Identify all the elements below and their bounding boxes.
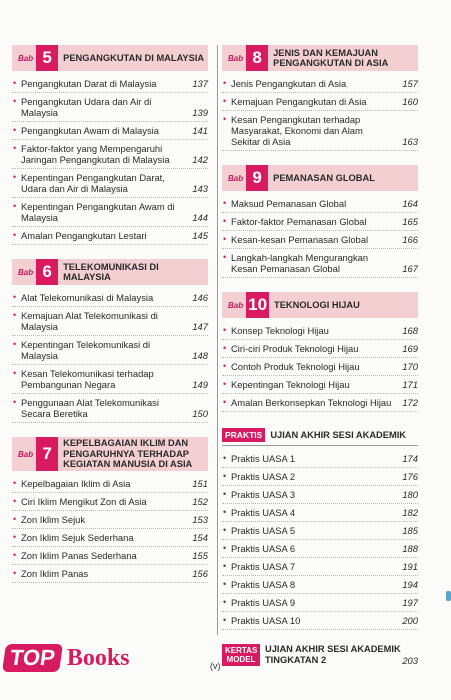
- toc-entry-title: • Praktis UASA 10: [231, 615, 301, 626]
- logo-books-text: Books: [66, 644, 130, 671]
- toc-entry-title: • Praktis UASA 3: [231, 489, 296, 500]
- toc-entry-title: • Zon Iklim Panas: [21, 568, 89, 579]
- toc-entry[interactable]: [222, 322, 418, 340]
- toc-entry-title: • Maksud Pemanasan Global: [231, 198, 347, 209]
- praktis-list: [222, 450, 418, 630]
- toc-entry-title: • Praktis UASA 1: [231, 453, 296, 464]
- toc-entry[interactable]: [12, 493, 208, 511]
- toc-entry-title: • Pengangkutan Udara dan Air di Malaysia: [21, 96, 152, 118]
- toc-entry-page: 171: [402, 379, 418, 390]
- toc-entry[interactable]: [222, 450, 418, 468]
- right-chapters: [222, 45, 418, 412]
- bab-label: Bab: [18, 53, 34, 63]
- toc-entry[interactable]: [12, 93, 208, 122]
- praktis-section: [222, 426, 418, 630]
- toc-entry[interactable]: [12, 198, 208, 227]
- toc-entry-title: • Kepentingan Pengangkutan Awam di Malaysia: [21, 201, 175, 223]
- toc-entry-title: • Zon Iklim Panas Sederhana: [21, 550, 137, 561]
- chapter-topic-list: [222, 195, 418, 278]
- chapter-header[interactable]: [222, 45, 418, 71]
- bab-label: Bab: [18, 449, 34, 459]
- toc-entry-page: 149: [192, 379, 208, 390]
- toc-entry[interactable]: [12, 511, 208, 529]
- toc-entry[interactable]: [12, 122, 208, 140]
- toc-entry-title: • Amalan Pengangkutan Lestari: [21, 230, 147, 241]
- toc-entry[interactable]: [12, 227, 208, 245]
- toc-entry-page: 151: [192, 478, 208, 489]
- chapter-number: 5: [36, 45, 58, 71]
- toc-entry-page: 176: [402, 471, 418, 482]
- toc-entry-page: 200: [402, 615, 418, 626]
- logo-top-text: TOP: [2, 644, 63, 672]
- toc-entry-title: • Faktor-faktor Pemanasan Global: [231, 216, 367, 227]
- chapter-number: 9: [246, 165, 268, 191]
- toc-entry-page: 170: [402, 361, 418, 372]
- toc-entry-title: • Praktis UASA 6: [231, 543, 296, 554]
- toc-entry[interactable]: [222, 558, 418, 576]
- toc-entry-title: • Praktis UASA 7: [231, 561, 296, 572]
- chapter-5: [12, 45, 208, 245]
- toc-entry-page: 153: [192, 514, 208, 525]
- chapter-7: [12, 437, 208, 583]
- chapter-9: [222, 165, 418, 278]
- toc-entry-page: 147: [192, 321, 208, 332]
- chapter-8: [222, 45, 418, 151]
- toc-entry-page: 163: [402, 136, 418, 147]
- toc-entry-page: 180: [402, 489, 418, 500]
- toc-entry-title: • Praktis UASA 5: [231, 525, 296, 536]
- toc-entry-page: 139: [192, 107, 208, 118]
- bab-label: Bab: [18, 267, 34, 277]
- toc-entry-title: • Praktis UASA 2: [231, 471, 296, 482]
- chapter-title: JENIS DAN KEMAJUAN PENGANGKUTAN DI ASIA: [273, 47, 389, 68]
- toc-entry-page: 197: [402, 597, 418, 608]
- bab-label: Bab: [228, 53, 244, 63]
- topbooks-logo: [4, 644, 130, 672]
- toc-entry[interactable]: [222, 594, 418, 612]
- toc-entry-page: 191: [402, 561, 418, 572]
- toc-entry-title: • Amalan Berkonsepkan Teknologi Hijau: [231, 397, 392, 408]
- page-folio: (v): [210, 661, 221, 671]
- chapter-title: TELEKOMUNIKASI DI MALAYSIA: [63, 261, 159, 282]
- bab-label: Bab: [228, 173, 244, 183]
- toc-entry[interactable]: [12, 475, 208, 493]
- toc-entry[interactable]: [12, 140, 208, 169]
- praktis-title: UJIAN AKHIR SESI AKADEMIK: [270, 429, 406, 440]
- toc-entry[interactable]: [222, 213, 418, 231]
- toc-entry-page: 174: [402, 453, 418, 464]
- toc-entry[interactable]: [222, 504, 418, 522]
- chapter-header[interactable]: [12, 437, 208, 471]
- kertas-model-entry[interactable]: [222, 644, 418, 666]
- toc-entry-page: 160: [402, 96, 418, 107]
- toc-entry-title: • Pengangkutan Darat di Malaysia: [21, 78, 157, 89]
- toc-entry-page: 144: [192, 212, 208, 223]
- toc-entry[interactable]: [12, 365, 208, 394]
- toc-entry-title: • Kepentingan Pengangkutan Darat, Udara dan Air di Malaysia: [21, 172, 165, 194]
- chapter-number: 10: [246, 292, 269, 318]
- toc-entry[interactable]: [12, 529, 208, 547]
- chapter-title: KEPELBAGAIAN IKLIM DAN PENGARUHNYA TERHADAP KEGIATAN MANUSIA DI ASIA: [63, 438, 193, 470]
- toc-entry-title: • Praktis UASA 4: [231, 507, 296, 518]
- chapter-title: PENGANGKUTAN DI MALAYSIA: [63, 52, 205, 63]
- toc-entry[interactable]: [12, 336, 208, 365]
- right-column: [222, 45, 418, 666]
- toc-entry-title: • Kesan Pengangkutan terhadap Masyarakat, Ekonomi dan Alam Sekitar di Asia: [231, 114, 363, 147]
- toc-entry-page: 137: [192, 78, 208, 89]
- toc-entry[interactable]: [12, 169, 208, 198]
- chapter-header[interactable]: [222, 292, 418, 318]
- toc-entry-title: • Kepentingan Teknologi Hijau: [231, 379, 350, 390]
- toc-entry[interactable]: [12, 547, 208, 565]
- toc-entry-title: • Contoh Produk Teknologi Hijau: [231, 361, 360, 372]
- chapter-10: [222, 292, 418, 412]
- toc-entry-page: 154: [192, 532, 208, 543]
- toc-entry-page: 157: [402, 78, 418, 89]
- toc-entry-title: • Jenis Pengangkutan di Asia: [231, 78, 347, 89]
- toc-entry[interactable]: [222, 340, 418, 358]
- edge-marker: [446, 591, 451, 601]
- toc-entry-title: • Pengangkutan Awam di Malaysia: [21, 125, 159, 136]
- toc-entry[interactable]: [222, 394, 418, 412]
- toc-entry[interactable]: [222, 75, 418, 93]
- chapter-6: [12, 259, 208, 423]
- toc-entry-title: • Praktis UASA 9: [231, 597, 296, 608]
- toc-entry[interactable]: [12, 565, 208, 583]
- chapter-title: PEMANASAN GLOBAL: [273, 172, 375, 183]
- toc-entry-title: • Zon Iklim Sejuk: [21, 514, 86, 525]
- toc-entry-page: 168: [402, 325, 418, 336]
- left-column: [12, 45, 208, 597]
- chapter-number: 8: [246, 45, 268, 71]
- toc-entry[interactable]: [222, 249, 418, 278]
- toc-entry[interactable]: [222, 522, 418, 540]
- toc-entry-title: • Ciri Iklim Mengikut Zon di Asia: [21, 496, 147, 507]
- toc-entry[interactable]: [222, 111, 418, 151]
- toc-entry-title: • Praktis UASA 8: [231, 579, 296, 590]
- chapter-topic-list: [12, 475, 208, 583]
- toc-entry-title: • Faktor-faktor yang Mempengaruhi Jaringan Pengangkutan di Malaysia: [21, 143, 170, 165]
- toc-entry-page: 194: [402, 579, 418, 590]
- toc-entry-title: • Kepentingan Telekomunikasi di Malaysia: [21, 339, 151, 361]
- chapter-title: TEKNOLOGI HIJAU: [274, 299, 360, 310]
- toc-entry-page: 155: [192, 550, 208, 561]
- toc-entry-title: • Kesan Telekomunikasi terhadap Pembangunan Negara: [21, 368, 154, 390]
- toc-entry-page: 146: [192, 292, 208, 303]
- toc-entry[interactable]: [222, 93, 418, 111]
- toc-entry-page: 142: [192, 154, 208, 165]
- toc-entry[interactable]: [222, 576, 418, 594]
- chapter-topic-list: [222, 75, 418, 151]
- bab-label: Bab: [228, 300, 244, 310]
- toc-entry-page: 188: [402, 543, 418, 554]
- toc-entry-page: 172: [402, 397, 418, 408]
- toc-entry-title: • Kesan-kesan Pemanasan Global: [231, 234, 369, 245]
- toc-entry-page: 143: [192, 183, 208, 194]
- chapter-topic-list: [12, 75, 208, 245]
- toc-entry-page: 164: [402, 198, 418, 209]
- column-divider: [217, 45, 218, 635]
- chapter-number: 7: [36, 437, 58, 471]
- toc-entry-title: • Konsep Teknologi Hijau: [231, 325, 329, 336]
- chapter-header[interactable]: [12, 45, 208, 71]
- toc-entry-title: • Kemajuan Pengangkutan di Asia: [231, 96, 367, 107]
- toc-entry-page: 166: [402, 234, 418, 245]
- chapter-header[interactable]: [222, 165, 418, 191]
- toc-entry-page: 156: [192, 568, 208, 579]
- toc-entry-page: 167: [402, 263, 418, 274]
- toc-entry[interactable]: [222, 540, 418, 558]
- chapter-number: 6: [36, 259, 58, 285]
- toc-entry-title: • Ciri-ciri Produk Teknologi Hijau: [231, 343, 359, 354]
- toc-entry[interactable]: [222, 358, 418, 376]
- toc-entry[interactable]: [222, 468, 418, 486]
- toc-entry-title: • Penggunaan Alat Telekomunikasi Secara Beretika: [21, 397, 159, 419]
- toc-entry-page: 169: [402, 343, 418, 354]
- chapter-header[interactable]: [12, 259, 208, 285]
- toc-entry-title: • Kemajuan Alat Telekomunikasi di Malaysia: [21, 310, 158, 332]
- toc-entry[interactable]: [222, 195, 418, 213]
- toc-entry-page: 145: [192, 230, 208, 241]
- toc-entry-title: • Langkah-langkah Mengurangkan Kesan Pemanasan Global: [231, 252, 369, 274]
- praktis-header: [222, 426, 418, 446]
- toc-entry-title: • Zon Iklim Sejuk Sederhana: [21, 532, 134, 543]
- toc-entry[interactable]: [12, 75, 208, 93]
- toc-entry-page: 182: [402, 507, 418, 518]
- toc-entry-page: 185: [402, 525, 418, 536]
- toc-entry-page: 148: [192, 350, 208, 361]
- chapter-topic-list: [222, 322, 418, 412]
- kertas-model-page: 203: [402, 655, 418, 666]
- toc-entry-page: 165: [402, 216, 418, 227]
- toc-entry[interactable]: [12, 394, 208, 423]
- toc-entry[interactable]: [12, 307, 208, 336]
- chapter-topic-list: [12, 289, 208, 423]
- praktis-tag: PRAKTIS: [222, 428, 265, 442]
- toc-entry-title: • Alat Telekomunikasi di Malaysia: [21, 292, 154, 303]
- kertas-model-title: UJIAN AKHIR SESI AKADEMIK TINGKATAN 2: [265, 644, 401, 665]
- toc-entry-page: 152: [192, 496, 208, 507]
- toc-entry[interactable]: [222, 486, 418, 504]
- toc-entry-page: 150: [192, 408, 208, 419]
- toc-entry[interactable]: [222, 612, 418, 630]
- toc-entry[interactable]: [222, 376, 418, 394]
- toc-entry[interactable]: [12, 289, 208, 307]
- toc-entry[interactable]: [222, 231, 418, 249]
- toc-entry-title: • Kepelbagaian Iklim di Asia: [21, 478, 131, 489]
- toc-entry-page: 141: [192, 125, 208, 136]
- kertas-model-tag: KERTAS MODEL: [222, 644, 260, 666]
